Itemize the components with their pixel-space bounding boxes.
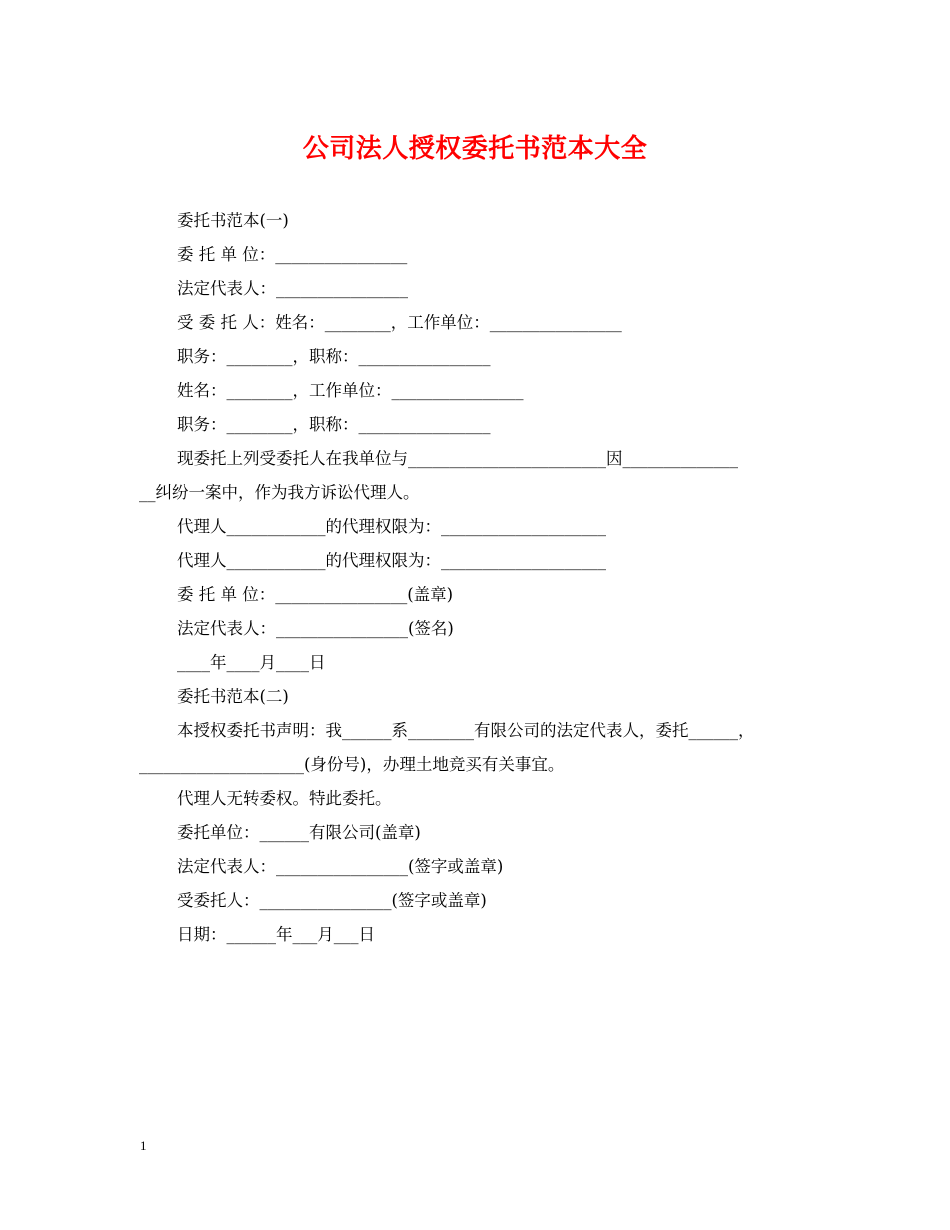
paragraph-18: 代理人无转委权。特此委托。	[177, 789, 392, 808]
paragraph-16: 本授权委托书声明：我______系________有限公司的法定代表人，委托______，	[177, 721, 755, 740]
paragraph-13: 法定代表人：________________(签名)	[177, 619, 454, 638]
paragraph-1: 委托书范本(一)	[177, 211, 289, 230]
paragraph-20: 法定代表人：________________(签字或盖章)	[177, 857, 504, 876]
paragraph-22: 日期：______年___月___日	[177, 925, 375, 944]
paragraph-19: 委托单位：______有限公司(盖章)	[177, 823, 421, 842]
paragraph-9: __纠纷一案中，作为我方诉讼代理人。	[139, 483, 420, 502]
paragraph-7: 职务：________，职称：________________	[177, 415, 491, 434]
paragraph-17: ____________________(身份号)，办理土地竞买有关事宜。	[139, 755, 565, 774]
paragraph-5: 职务：________，职称：________________	[177, 347, 491, 366]
paragraph-15: 委托书范本(二)	[177, 687, 289, 706]
page-number: 1	[140, 1138, 147, 1153]
paragraph-3: 法定代表人：________________	[177, 279, 408, 298]
paragraph-12: 委 托 单 位：________________(盖章)	[177, 585, 454, 604]
paragraph-11: 代理人____________的代理权限为：____________________	[177, 551, 606, 570]
paragraph-14: ____年____月____日	[177, 653, 326, 672]
document-body	[139, 204, 819, 952]
document-title: 公司法人授权委托书范本大全	[302, 134, 648, 164]
paragraph-4: 受 委 托 人：姓名：________，工作单位：________________	[177, 313, 622, 332]
paragraph-21: 受委托人：________________(签字或盖章)	[177, 891, 487, 910]
paragraph-8: 现委托上列受委托人在我单位与________________________因______________	[177, 449, 738, 468]
paragraph-2: 委 托 单 位：________________	[177, 245, 408, 264]
paragraph-6: 姓名：________，工作单位：________________	[177, 381, 524, 400]
paragraph-10: 代理人____________的代理权限为：____________________	[177, 517, 606, 536]
